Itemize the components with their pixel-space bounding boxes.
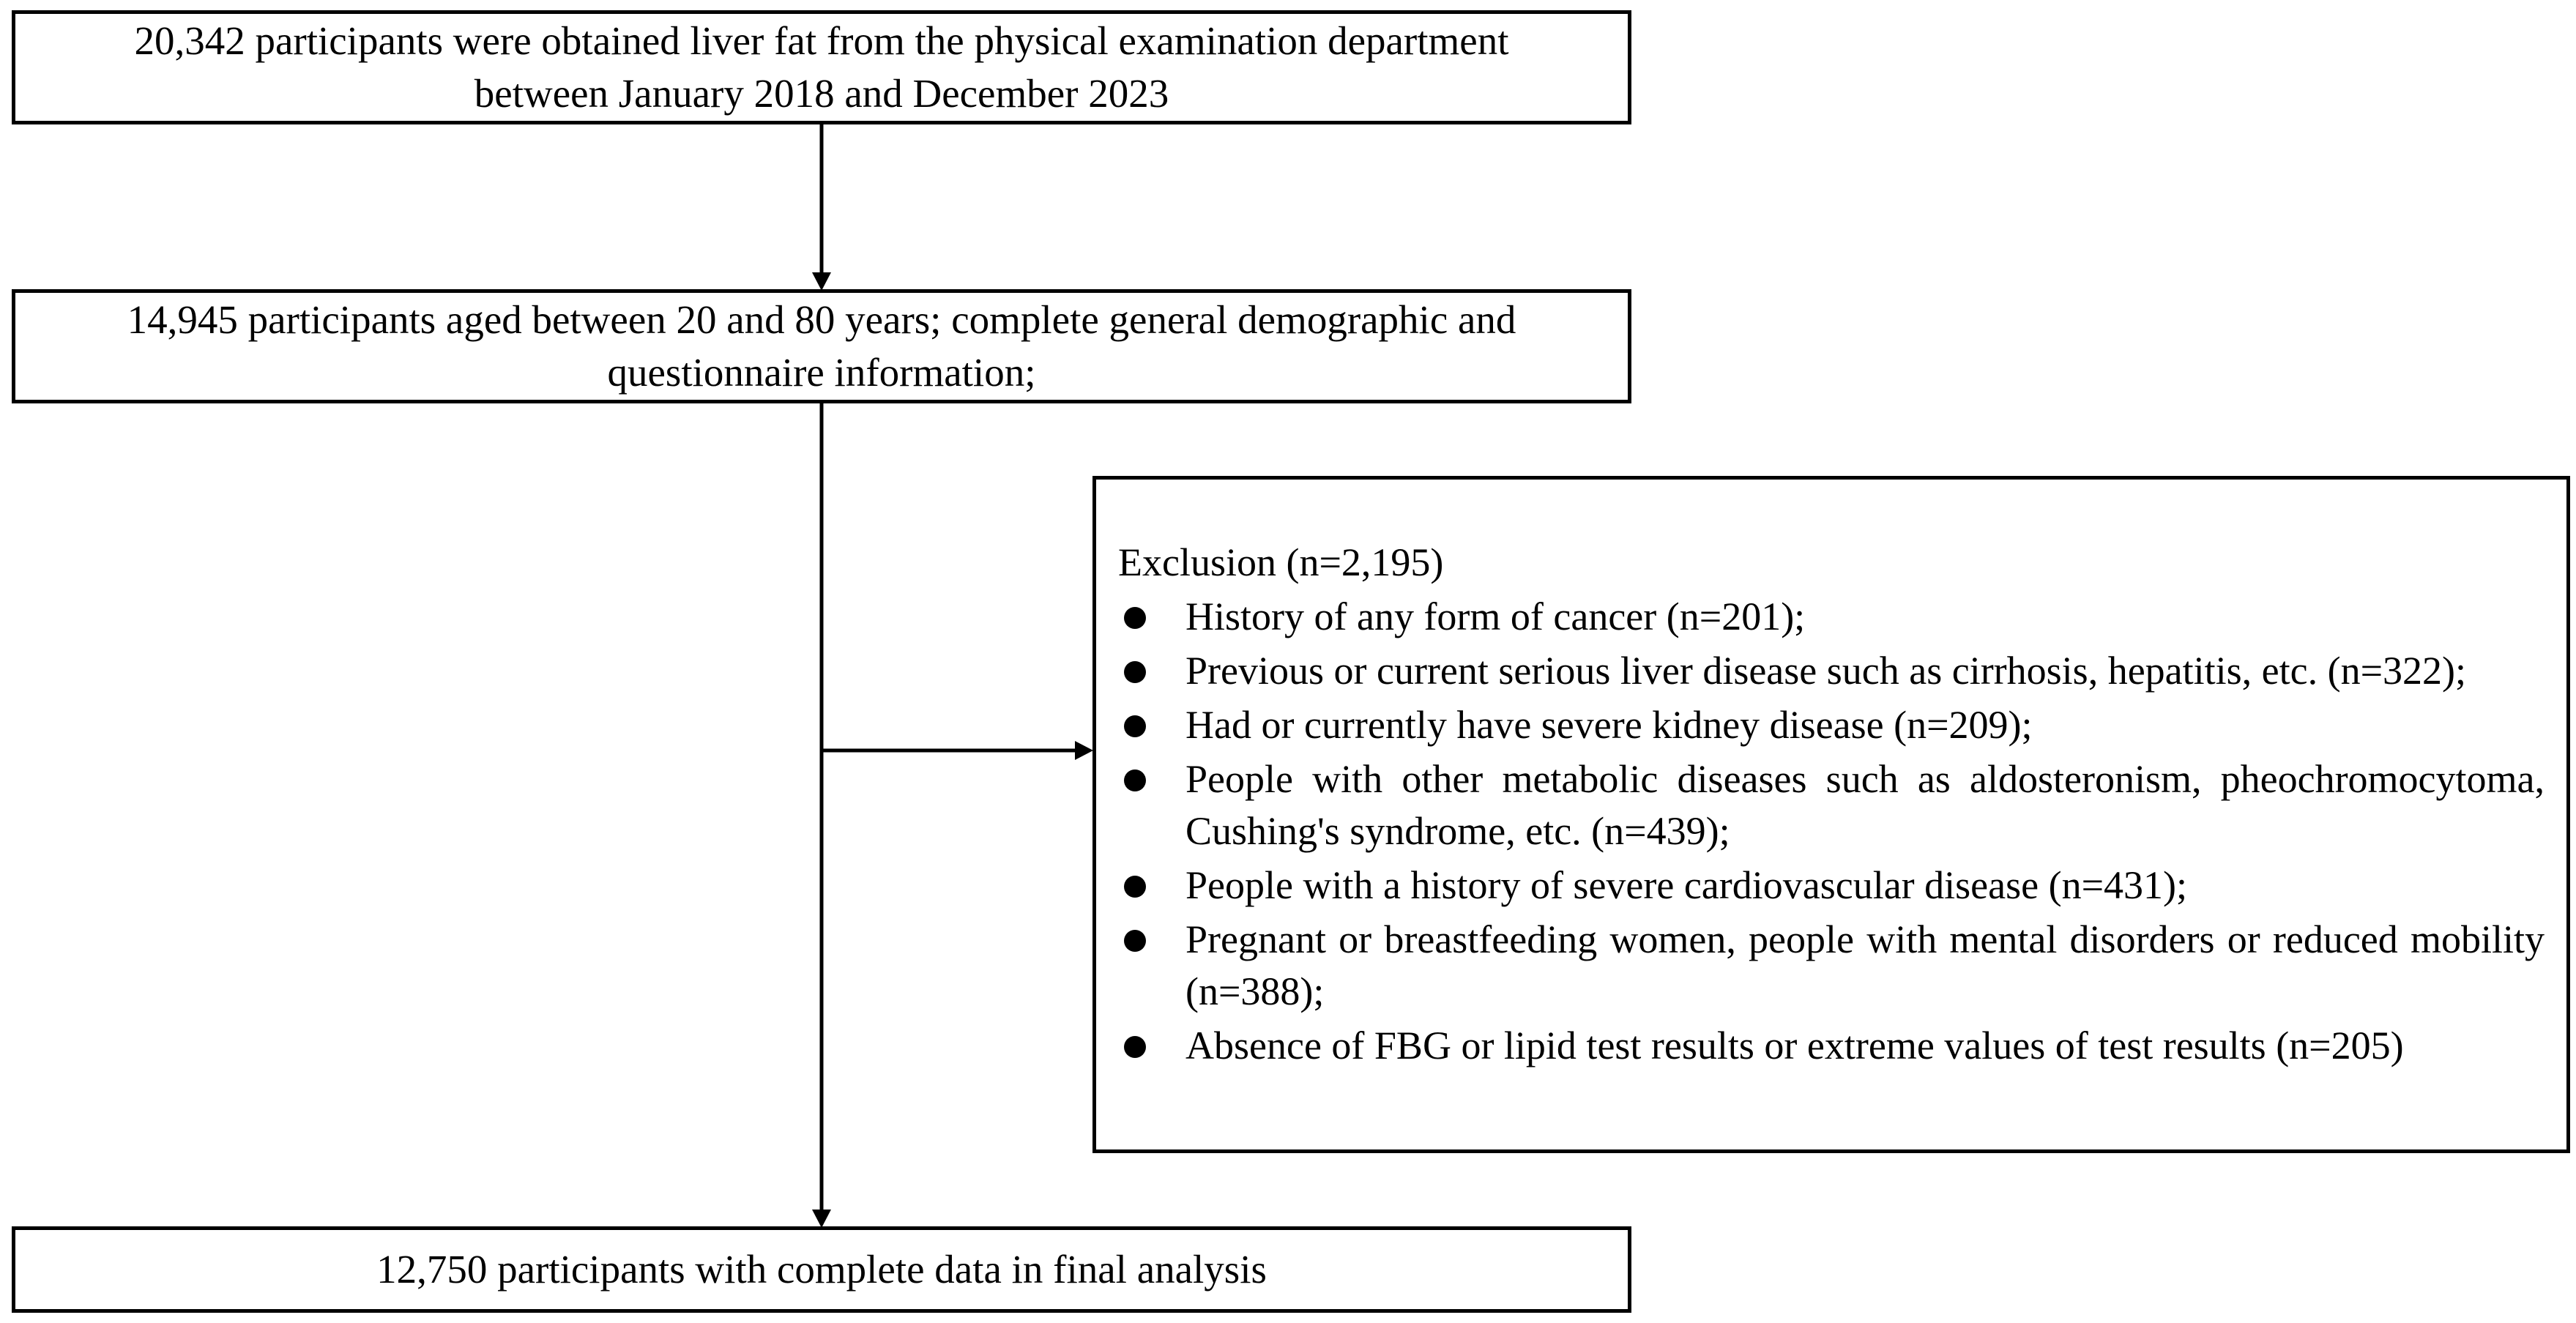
exclusion-item — [1118, 645, 2545, 697]
exclusion-item-text: Previous or current serious liver disease such as cirrhosis, hepatitis, etc. (n=322); — [1185, 649, 2467, 693]
exclusion-item — [1118, 699, 2545, 751]
exclusion-item — [1118, 914, 2545, 1018]
step-eligible-line2: questionnaire information; — [607, 350, 1036, 395]
exclusion-item-text: Pregnant or breastfeeding women, people with mental disorders or reduced mobility (n=388); — [1185, 917, 2545, 1013]
bullet-icon — [1124, 661, 1146, 683]
bullet-icon — [1124, 715, 1146, 737]
exclusion-box — [1092, 476, 2570, 1153]
exclusion-item — [1118, 753, 2545, 857]
bullet-icon — [1124, 930, 1146, 952]
exclusion-item-text: Absence of FBG or lipid test results or extreme values of test results (n=205) — [1185, 1024, 2404, 1067]
exclusion-item-text: People with other metabolic diseases such as aldosteronism, pheochromocytoma, Cushing's syndrome, etc. (n=439); — [1185, 757, 2545, 853]
exclusion-item — [1118, 591, 2545, 643]
bullet-icon — [1124, 607, 1146, 629]
step-initial-participants — [12, 10, 1631, 124]
exclusion-item-text: People with a history of severe cardiovascular disease (n=431); — [1185, 863, 2188, 907]
exclusion-item-text: Had or currently have severe kidney disease (n=209); — [1185, 703, 2033, 747]
bullet-icon — [1124, 769, 1146, 791]
bullet-icon — [1124, 1036, 1146, 1058]
arrowhead-step3 — [812, 1210, 831, 1228]
step-final-text: 12,750 participants with complete data in final analysis — [376, 1247, 1267, 1292]
exclusion-item — [1118, 860, 2545, 912]
step-eligible-participants — [12, 289, 1631, 403]
exclusion-item — [1118, 1020, 2545, 1072]
exclusion-item-text: History of any form of cancer (n=201); — [1185, 595, 1806, 638]
exclusion-list — [1118, 591, 2545, 1072]
exclusion-header: Exclusion (n=2,195) — [1118, 540, 1444, 584]
arrowhead-step2 — [812, 272, 831, 291]
arrowhead-exclusion — [1075, 741, 1093, 760]
bullet-icon — [1124, 876, 1146, 898]
step-initial-line1: 20,342 participants were obtained liver fat from the physical examination department — [134, 18, 1509, 63]
step-eligible-line1: 14,945 participants aged between 20 and 80 years; complete general demographic and — [127, 297, 1516, 342]
step-final-analysis — [12, 1226, 1631, 1313]
step-initial-line2: between January 2018 and December 2023 — [474, 71, 1169, 116]
